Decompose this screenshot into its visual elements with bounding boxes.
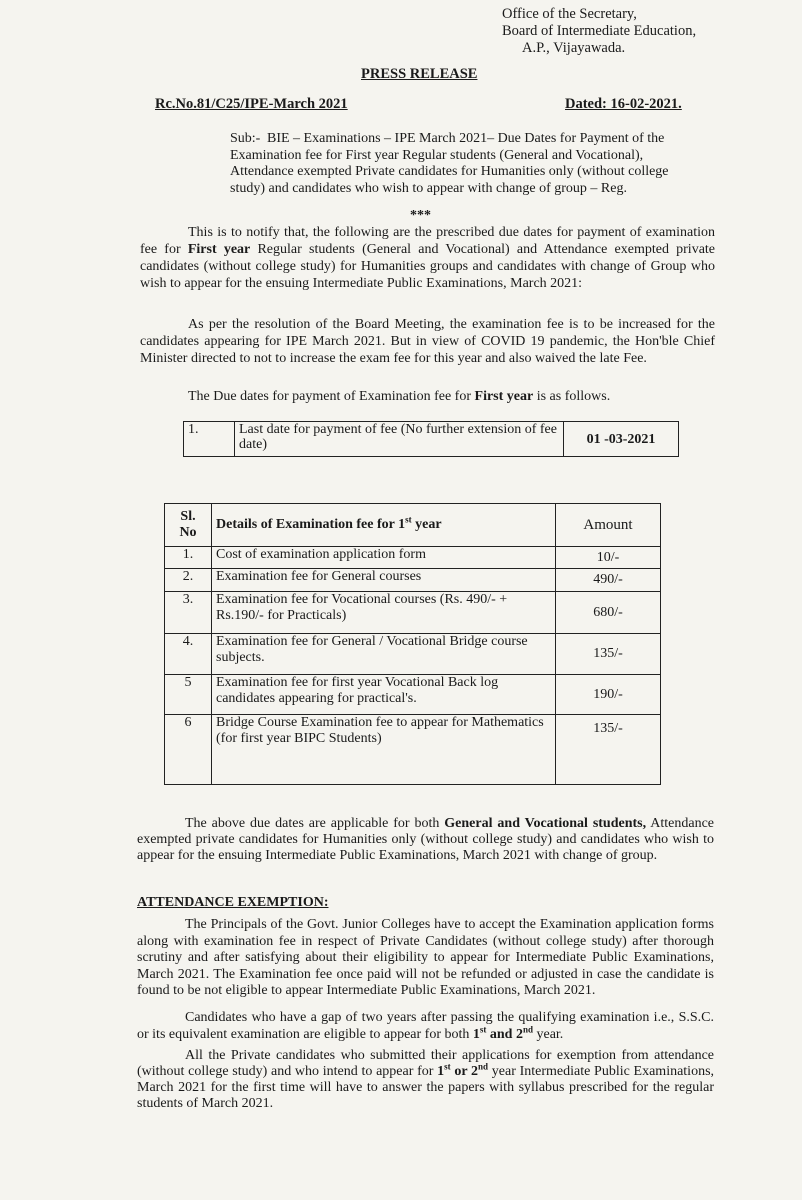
gap-text-a: Candidates who have a gap of two years after passing the qualifying examination i.e., S.S.C. or its equivalent examination are eligible to appear for both bbox=[137, 1010, 714, 1042]
board-resolution-paragraph: As per the resolution of the Board Meeting, the examination fee is to be increased for the candidates appearing for IPE March 2021. But in view of COVID 19 pandemic, the Hon'ble Chief Minister directed to not to increase the exam fee for this year and also waived the late Fee. bbox=[140, 317, 715, 366]
row-no: 6 bbox=[165, 715, 212, 785]
private-first: 1 bbox=[437, 1064, 445, 1079]
fee-table-header bbox=[165, 504, 661, 547]
subject-lead: Sub:- bbox=[230, 131, 261, 146]
header-year: year bbox=[411, 517, 442, 532]
attendance-exemption-heading: ATTENDANCE EXEMPTION: bbox=[137, 895, 329, 910]
office-line: Board of Intermediate Education, bbox=[502, 23, 697, 39]
principals-paragraph: The Principals of the Govt. Junior Colleges have to accept the Examination application forms along with examination fee in respect of Private Candidates (without college study) after thorough scrutiny and after satisfying about their eligibility to appear for Intermediate Public Examinations, March 2021. The Examination fee once paid will not be refunded or adjusted in case the candidate is found to be not eligible to appear Intermediate Public Examinations, March 2021. bbox=[137, 917, 714, 998]
header-sl-no bbox=[165, 504, 212, 547]
due-dates-intro bbox=[188, 388, 668, 405]
row-desc: Examination fee for General courses bbox=[212, 569, 556, 592]
applicability-bold: General and Vocational students, bbox=[444, 816, 647, 831]
applicability-text-b: Attendance exempted private candidates for Humanities only (without college study) and candidates who wish to appear for the ensuing Intermediate Public Examinations, March 2021 with change of group. bbox=[137, 816, 714, 863]
table-row bbox=[165, 675, 661, 715]
gap-and-second: and 2 bbox=[489, 1026, 523, 1042]
due-desc: Last date for payment of fee (No further extension of fee date) bbox=[235, 422, 564, 457]
gap-second-sup: nd bbox=[522, 1023, 533, 1034]
intro-text-b: Regular students (General and Vocational) and Attendance exempted private candidates (without college study) for Humanities groups and candidates with change of Group who wish to appear for the ensuing Intermediate Public Examinations, March 2021: bbox=[140, 242, 716, 291]
fee-table bbox=[164, 503, 661, 785]
row-no: 5 bbox=[165, 675, 212, 715]
table-row bbox=[165, 715, 661, 785]
applicability-paragraph bbox=[137, 816, 714, 864]
row-no: 2. bbox=[165, 569, 212, 592]
subject-text: BIE – Examinations – IPE March 2021– Due Dates for Payment of the Examination fee for First year Regular students (General and Vocational), Attendance exempted Private candidates for Humanities only (without college study) and candidates who wish to appear with change of group – Reg. bbox=[230, 131, 669, 196]
table-row bbox=[165, 569, 661, 592]
row-desc: Examination fee for General / Vocational Bridge course subjects. bbox=[212, 634, 556, 675]
table-row bbox=[165, 634, 661, 675]
press-release-title: PRESS RELEASE bbox=[361, 66, 478, 82]
row-amount: 10/- bbox=[556, 547, 661, 569]
office-address bbox=[502, 6, 696, 57]
table-row bbox=[165, 592, 661, 634]
gap-years-paragraph bbox=[137, 1010, 714, 1043]
row-desc: Cost of examination application form bbox=[212, 547, 556, 569]
intro-text-a: This is to notify that, the following are the prescribed due dates for payment of examination fee for bbox=[140, 225, 715, 257]
due-date-table bbox=[183, 421, 679, 457]
office-line: Office of the Secretary, bbox=[502, 6, 637, 22]
row-amount: 135/- bbox=[556, 634, 661, 675]
release-date: Dated: 16-02-2021. bbox=[565, 96, 682, 112]
gap-text-b: year. bbox=[536, 1026, 564, 1042]
header-sl: Sl. bbox=[180, 509, 196, 524]
row-no: 1. bbox=[165, 547, 212, 569]
due-date: 01 -03-2021 bbox=[564, 422, 679, 457]
separator-stars: *** bbox=[410, 208, 431, 223]
private-or-second: or 2 bbox=[454, 1064, 479, 1079]
due-intro-text-a: The Due dates for payment of Examination fee for bbox=[188, 389, 472, 404]
intro-bold: First year bbox=[187, 242, 251, 257]
due-no: 1. bbox=[184, 422, 235, 457]
row-amount: 490/- bbox=[556, 569, 661, 592]
reference-number: Rc.No.81/C25/IPE-March 2021 bbox=[155, 96, 348, 112]
private-first-sup: st bbox=[444, 1061, 451, 1072]
intro-paragraph bbox=[140, 224, 715, 292]
private-candidates-paragraph bbox=[137, 1048, 714, 1112]
private-text-b: year Intermediate Public Examinations, March 2021 for the first time will have to answer the papers with syllabus prescribed for the regular students of March 2021. bbox=[137, 1064, 715, 1111]
private-second-sup: nd bbox=[478, 1061, 489, 1072]
table-row bbox=[184, 422, 679, 457]
header-no: No bbox=[179, 525, 197, 540]
row-amount: 135/- bbox=[556, 715, 661, 785]
header-sup: st bbox=[405, 514, 412, 525]
row-desc: Examination fee for first year Vocational Back log candidates appearing for practical's. bbox=[212, 675, 556, 715]
office-line: A.P., Vijayawada. bbox=[522, 40, 626, 56]
subject-block bbox=[230, 131, 675, 197]
row-amount: 190/- bbox=[556, 675, 661, 715]
row-desc: Bridge Course Examination fee to appear for Mathematics (for first year BIPC Students) bbox=[212, 715, 556, 785]
row-desc: Examination fee for Vocational courses (Rs. 490/- + Rs.190/- for Practicals) bbox=[212, 592, 556, 634]
row-no: 4. bbox=[165, 634, 212, 675]
header-details-text: Details of Examination fee for 1 bbox=[216, 517, 406, 532]
row-amount: 680/- bbox=[556, 592, 661, 634]
header-amount: Amount bbox=[556, 504, 661, 547]
due-intro-bold: First year bbox=[474, 389, 534, 404]
header-details bbox=[212, 504, 556, 547]
row-no: 3. bbox=[165, 592, 212, 634]
private-text-a: All the Private candidates who submitted their applications for exemption from attendance (without college study) and who intend to appear for bbox=[137, 1048, 714, 1079]
gap-first-sup: st bbox=[479, 1023, 487, 1034]
gap-first: 1 bbox=[472, 1026, 480, 1042]
table-row bbox=[165, 547, 661, 569]
applicability-text-a: The above due dates are applicable for both bbox=[185, 816, 440, 831]
due-intro-text-b: is as follows. bbox=[536, 389, 611, 404]
